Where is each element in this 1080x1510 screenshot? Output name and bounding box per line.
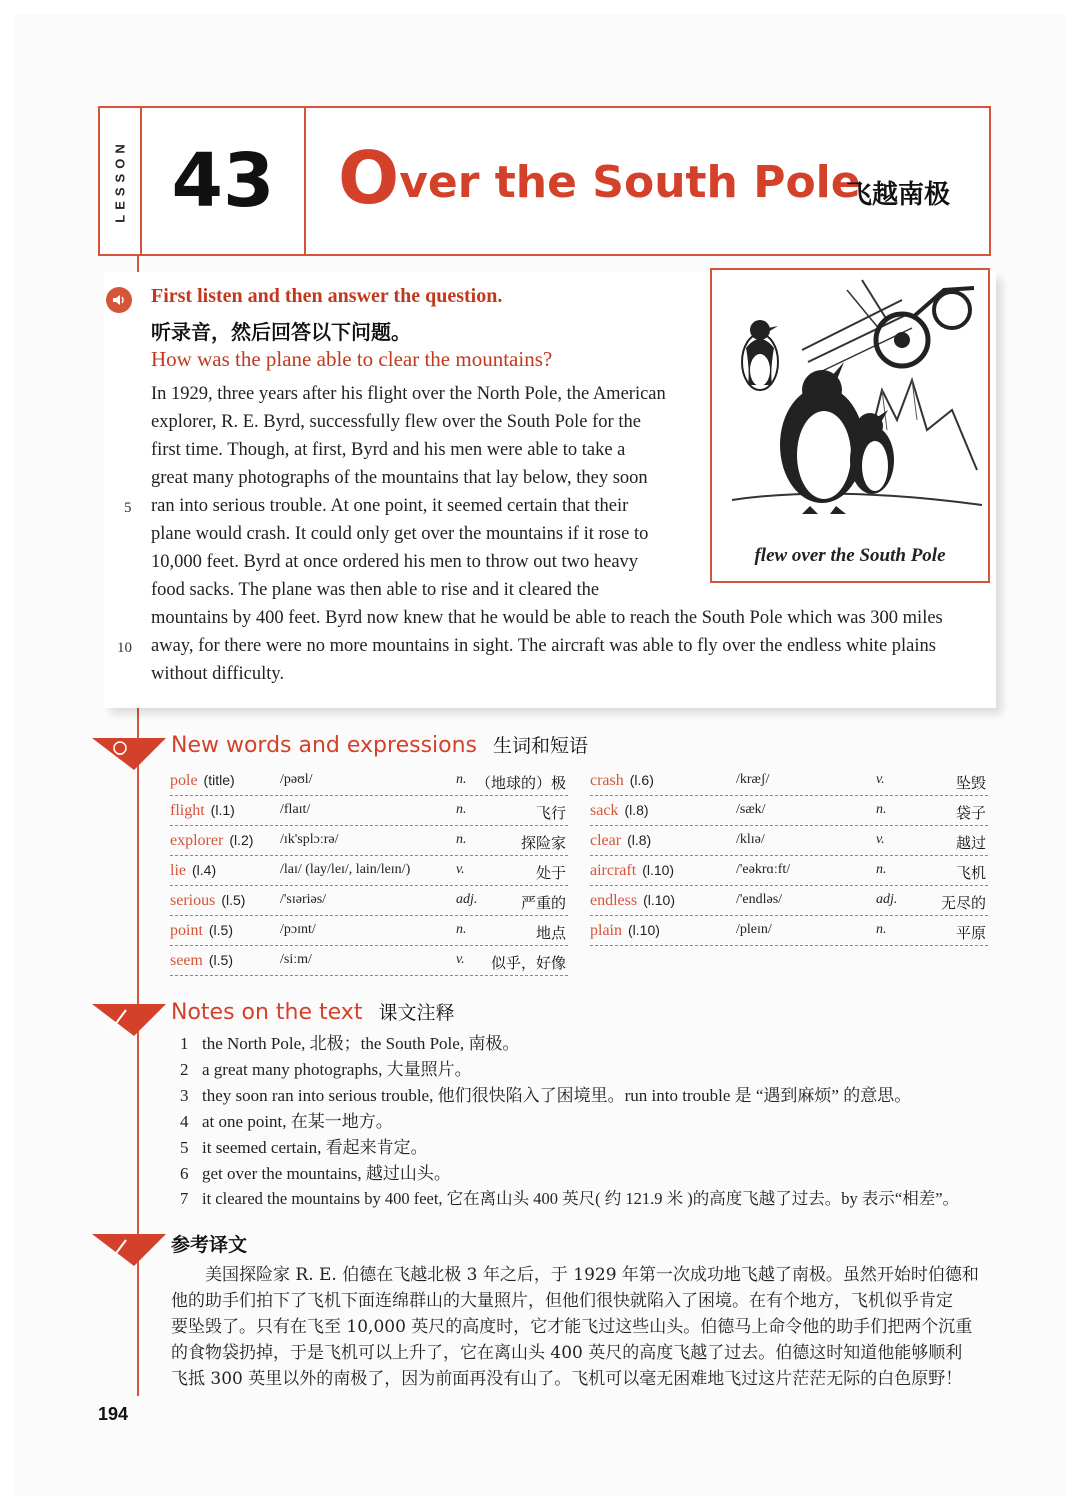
passage-line: plane would crash. It could only get over the mountains if it rose to — [151, 524, 649, 544]
vocab-word: pole — [170, 772, 198, 789]
pen-icon — [92, 1230, 166, 1266]
vocab-pos: n. — [456, 832, 467, 847]
passage-line: 10,000 feet. Byrd at once ordered his men to throw out two heavy — [151, 552, 639, 572]
vocab-pos: v. — [456, 862, 465, 877]
vocab-word: explorer — [170, 832, 224, 849]
title-initial: O — [338, 136, 400, 220]
vocab-word: seem — [170, 952, 203, 969]
vocab-row — [590, 916, 988, 946]
line-marker-10: 10 — [117, 640, 132, 656]
vocab-word: serious — [170, 892, 216, 909]
vocab-row — [590, 826, 988, 856]
vocab-pos: v. — [456, 952, 465, 967]
vocab-phonetic: /pleɪn/ — [736, 922, 772, 937]
translation-line: 美国探险家 R. E. 伯德在飞越北极 3 年之后，于 1929 年第一次成功地飞越了南极。虽然开始时伯德和 — [171, 1265, 979, 1285]
vocab-pos: adj. — [876, 892, 898, 907]
vocab-phonetic: /laɪ/ (lay/leɪ/, lain/leɪn/) — [280, 862, 411, 877]
vocab-ref: (l.6) — [629, 772, 654, 788]
line-marker-5: 5 — [124, 500, 132, 516]
vocab-ref: (l.10) — [642, 862, 675, 878]
vocab-meaning: 飞机 — [955, 864, 986, 882]
instruction-en: First listen and then answer the question. — [151, 285, 503, 307]
vocab-phonetic: /pɔɪnt/ — [280, 922, 316, 937]
vocab-ref: (l.8) — [627, 832, 652, 848]
vocab-pos: adj. — [456, 892, 478, 907]
vocab-row — [590, 796, 988, 826]
vocab-word: endless — [590, 892, 638, 909]
page-number: 194 — [98, 1404, 129, 1424]
vocab-word: flight — [170, 802, 205, 819]
illustration — [710, 268, 990, 583]
vocab-meaning: （地球的）极 — [475, 774, 566, 792]
note-item: 1 the North Pole, 北极；the South Pole, 南极。 — [180, 1034, 520, 1053]
vocab-row — [170, 856, 568, 886]
translation-line: 他的助手们拍下了飞机下面连绵群山的大量照片，但他们很快就陷入了困境。在有个地方，飞机似乎肯定 — [171, 1291, 953, 1311]
lesson-title — [338, 136, 861, 220]
passage-line: In 1929, three years after his flight over the North Pole, the American — [151, 384, 666, 404]
vocab-ref: (l.5) — [208, 922, 234, 938]
vocab-word: clear — [590, 832, 622, 849]
illustration-caption: flew over the South Pole — [754, 545, 946, 566]
vocab-row — [170, 826, 568, 856]
vocab-word: sack — [590, 802, 619, 819]
notes-section-title — [171, 998, 454, 1025]
vocab-ref: (l.5) — [221, 892, 246, 908]
vocab-phonetic: /'sɪəriəs/ — [280, 892, 327, 907]
comprehension-question: How was the plane able to clear the mountains? — [151, 347, 553, 371]
vocab-meaning: 坠毁 — [955, 774, 986, 792]
passage-line: mountains by 400 feet. Byrd now knew that he would be able to reach the South Pole which was 300 miles — [151, 608, 943, 628]
penguins-plane-illustration — [712, 270, 988, 520]
translation-line: 要坠毁了。只有在飞至 10,000 英尺的高度时，它才能飞过这些山头。伯德马上命令他的助手们把两个沉重 — [171, 1317, 973, 1337]
vocab-word: crash — [590, 772, 624, 789]
notes-title-cn: 课文注释 — [378, 1002, 455, 1024]
passage-line: first time. Though, at first, Byrd and his men were able to take a — [151, 440, 626, 460]
vocab-row — [170, 916, 568, 946]
lesson-label-box — [100, 108, 142, 254]
vocab-phonetic: /siːm/ — [280, 952, 312, 967]
vocab-row — [590, 766, 988, 796]
instruction-cn: 听录音，然后回答以下问题。 — [151, 320, 411, 344]
vocab-ref: (l.2) — [229, 832, 254, 848]
vocab-title: New words and expressions — [171, 733, 478, 758]
note-item: 4 at one point, 在某一地方。 — [180, 1112, 393, 1131]
lesson-header — [98, 106, 991, 256]
translation-line: 飞抵 300 英里以外的南极了，因为前面再没有山了。飞机可以毫无困难地飞过这片茫茫无际的白色原野！ — [171, 1369, 963, 1389]
vocab-word: aircraft — [590, 862, 637, 879]
lesson-title-cn: 飞越南极 — [846, 180, 951, 210]
notes-title: Notes on the text — [171, 1000, 363, 1025]
vocab-phonetic: /'eəkrɑːft/ — [736, 862, 791, 877]
translation-line: 的食物袋扔掉，于是飞机可以上升了，它在离山头 400 英尺的高度飞越了过去。伯德这时知道他能够顺利 — [171, 1343, 963, 1363]
vocab-pos: v. — [876, 832, 885, 847]
vocab-meaning: 袋子 — [955, 804, 986, 822]
vocab-meaning: 处于 — [535, 864, 566, 882]
audio-speaker-icon[interactable] — [106, 287, 132, 313]
vocab-phonetic: /pəʊl/ — [280, 772, 313, 787]
vocab-ref: (l.5) — [208, 952, 233, 968]
vocab-phonetic: /kræʃ/ — [736, 772, 770, 787]
vocab-meaning: 无尽的 — [940, 894, 986, 912]
translation-title: 参考译文 — [171, 1234, 248, 1256]
vocab-meaning: 探险家 — [520, 834, 566, 852]
vocab-pos: n. — [876, 862, 887, 877]
vocab-row — [170, 796, 568, 826]
vocab-row — [170, 766, 568, 796]
vocab-pos: n. — [876, 802, 887, 817]
vocab-meaning: 地点 — [535, 924, 566, 942]
passage-line: food sacks. The plane was then able to rise and it cleared the — [151, 580, 600, 600]
note-item: 7 it cleared the mountains by 400 feet, 它在离山头 400 英尺( 约 121.9 米 )的高度飞越了过去。by 表示“相差”。 — [180, 1189, 960, 1208]
vocab-phonetic: /sæk/ — [736, 802, 766, 817]
vocab-ref: (l.4) — [192, 862, 217, 878]
vocab-phonetic: /klɪə/ — [736, 832, 765, 847]
passage-line: away, for there were no more mountains in sight. The aircraft was able to fly over the endless white plains — [151, 636, 936, 656]
note-item: 2 a great many photographs, 大量照片。 — [180, 1060, 472, 1079]
passage-line: ran into serious trouble. At one point, it seemed certain that their — [151, 496, 629, 516]
lightbulb-icon — [92, 734, 166, 770]
vocab-ref: (l.10) — [643, 892, 676, 908]
title-rest: ver the South Pole — [399, 157, 861, 208]
note-item: 5 it seemed certain, 看起来肯定。 — [180, 1138, 428, 1157]
vocab-meaning: 飞行 — [535, 804, 566, 822]
vocab-word: plain — [590, 922, 622, 939]
note-item: 3 they soon ran into serious trouble, 他们很快陷入了困境里。run into trouble 是 “遇到麻烦” 的意思。 — [180, 1086, 912, 1105]
passage-line: great many photographs of the mountains that lay below, they soon — [151, 468, 648, 488]
vocab-row — [590, 856, 988, 886]
vocab-word: point — [170, 922, 203, 939]
vocab-meaning: 严重的 — [520, 894, 566, 912]
vocab-ref: (title) — [203, 772, 235, 788]
vocab-meaning: 平原 — [955, 924, 986, 942]
vocab-meaning: 似乎，好像 — [490, 954, 566, 972]
vocab-phonetic: /flaɪt/ — [280, 802, 311, 817]
passage-line: without difficulty. — [151, 664, 285, 684]
lesson-label: LESSON — [112, 139, 128, 223]
vocab-section-title — [171, 731, 588, 758]
vocab-pos: n. — [456, 922, 467, 937]
vocab-word: lie — [170, 862, 186, 879]
lesson-number: 43 — [142, 108, 306, 254]
vocab-row — [170, 946, 568, 976]
vocab-ref: (l.1) — [210, 802, 235, 818]
note-item: 6 get over the mountains, 越过山头。 — [180, 1164, 451, 1183]
vocab-title-cn: 生词和短语 — [493, 735, 589, 757]
vocab-pos: n. — [876, 922, 887, 937]
vocab-ref: (l.10) — [628, 922, 660, 938]
vocab-pos: n. — [456, 802, 467, 817]
vocab-phonetic: /ɪk'splɔːrə/ — [280, 832, 339, 847]
passage-line: explorer, R. E. Byrd, successfully flew over the South Pole for the — [151, 412, 641, 432]
vocab-ref: (l.8) — [624, 802, 649, 818]
vocab-row — [170, 886, 568, 916]
vocab-pos: n. — [456, 772, 467, 787]
vocab-meaning: 越过 — [955, 834, 986, 852]
vocab-row — [590, 886, 988, 916]
vocab-pos: v. — [876, 772, 885, 787]
vocab-phonetic: /'endləs/ — [736, 892, 783, 907]
pen-icon — [92, 1000, 166, 1036]
